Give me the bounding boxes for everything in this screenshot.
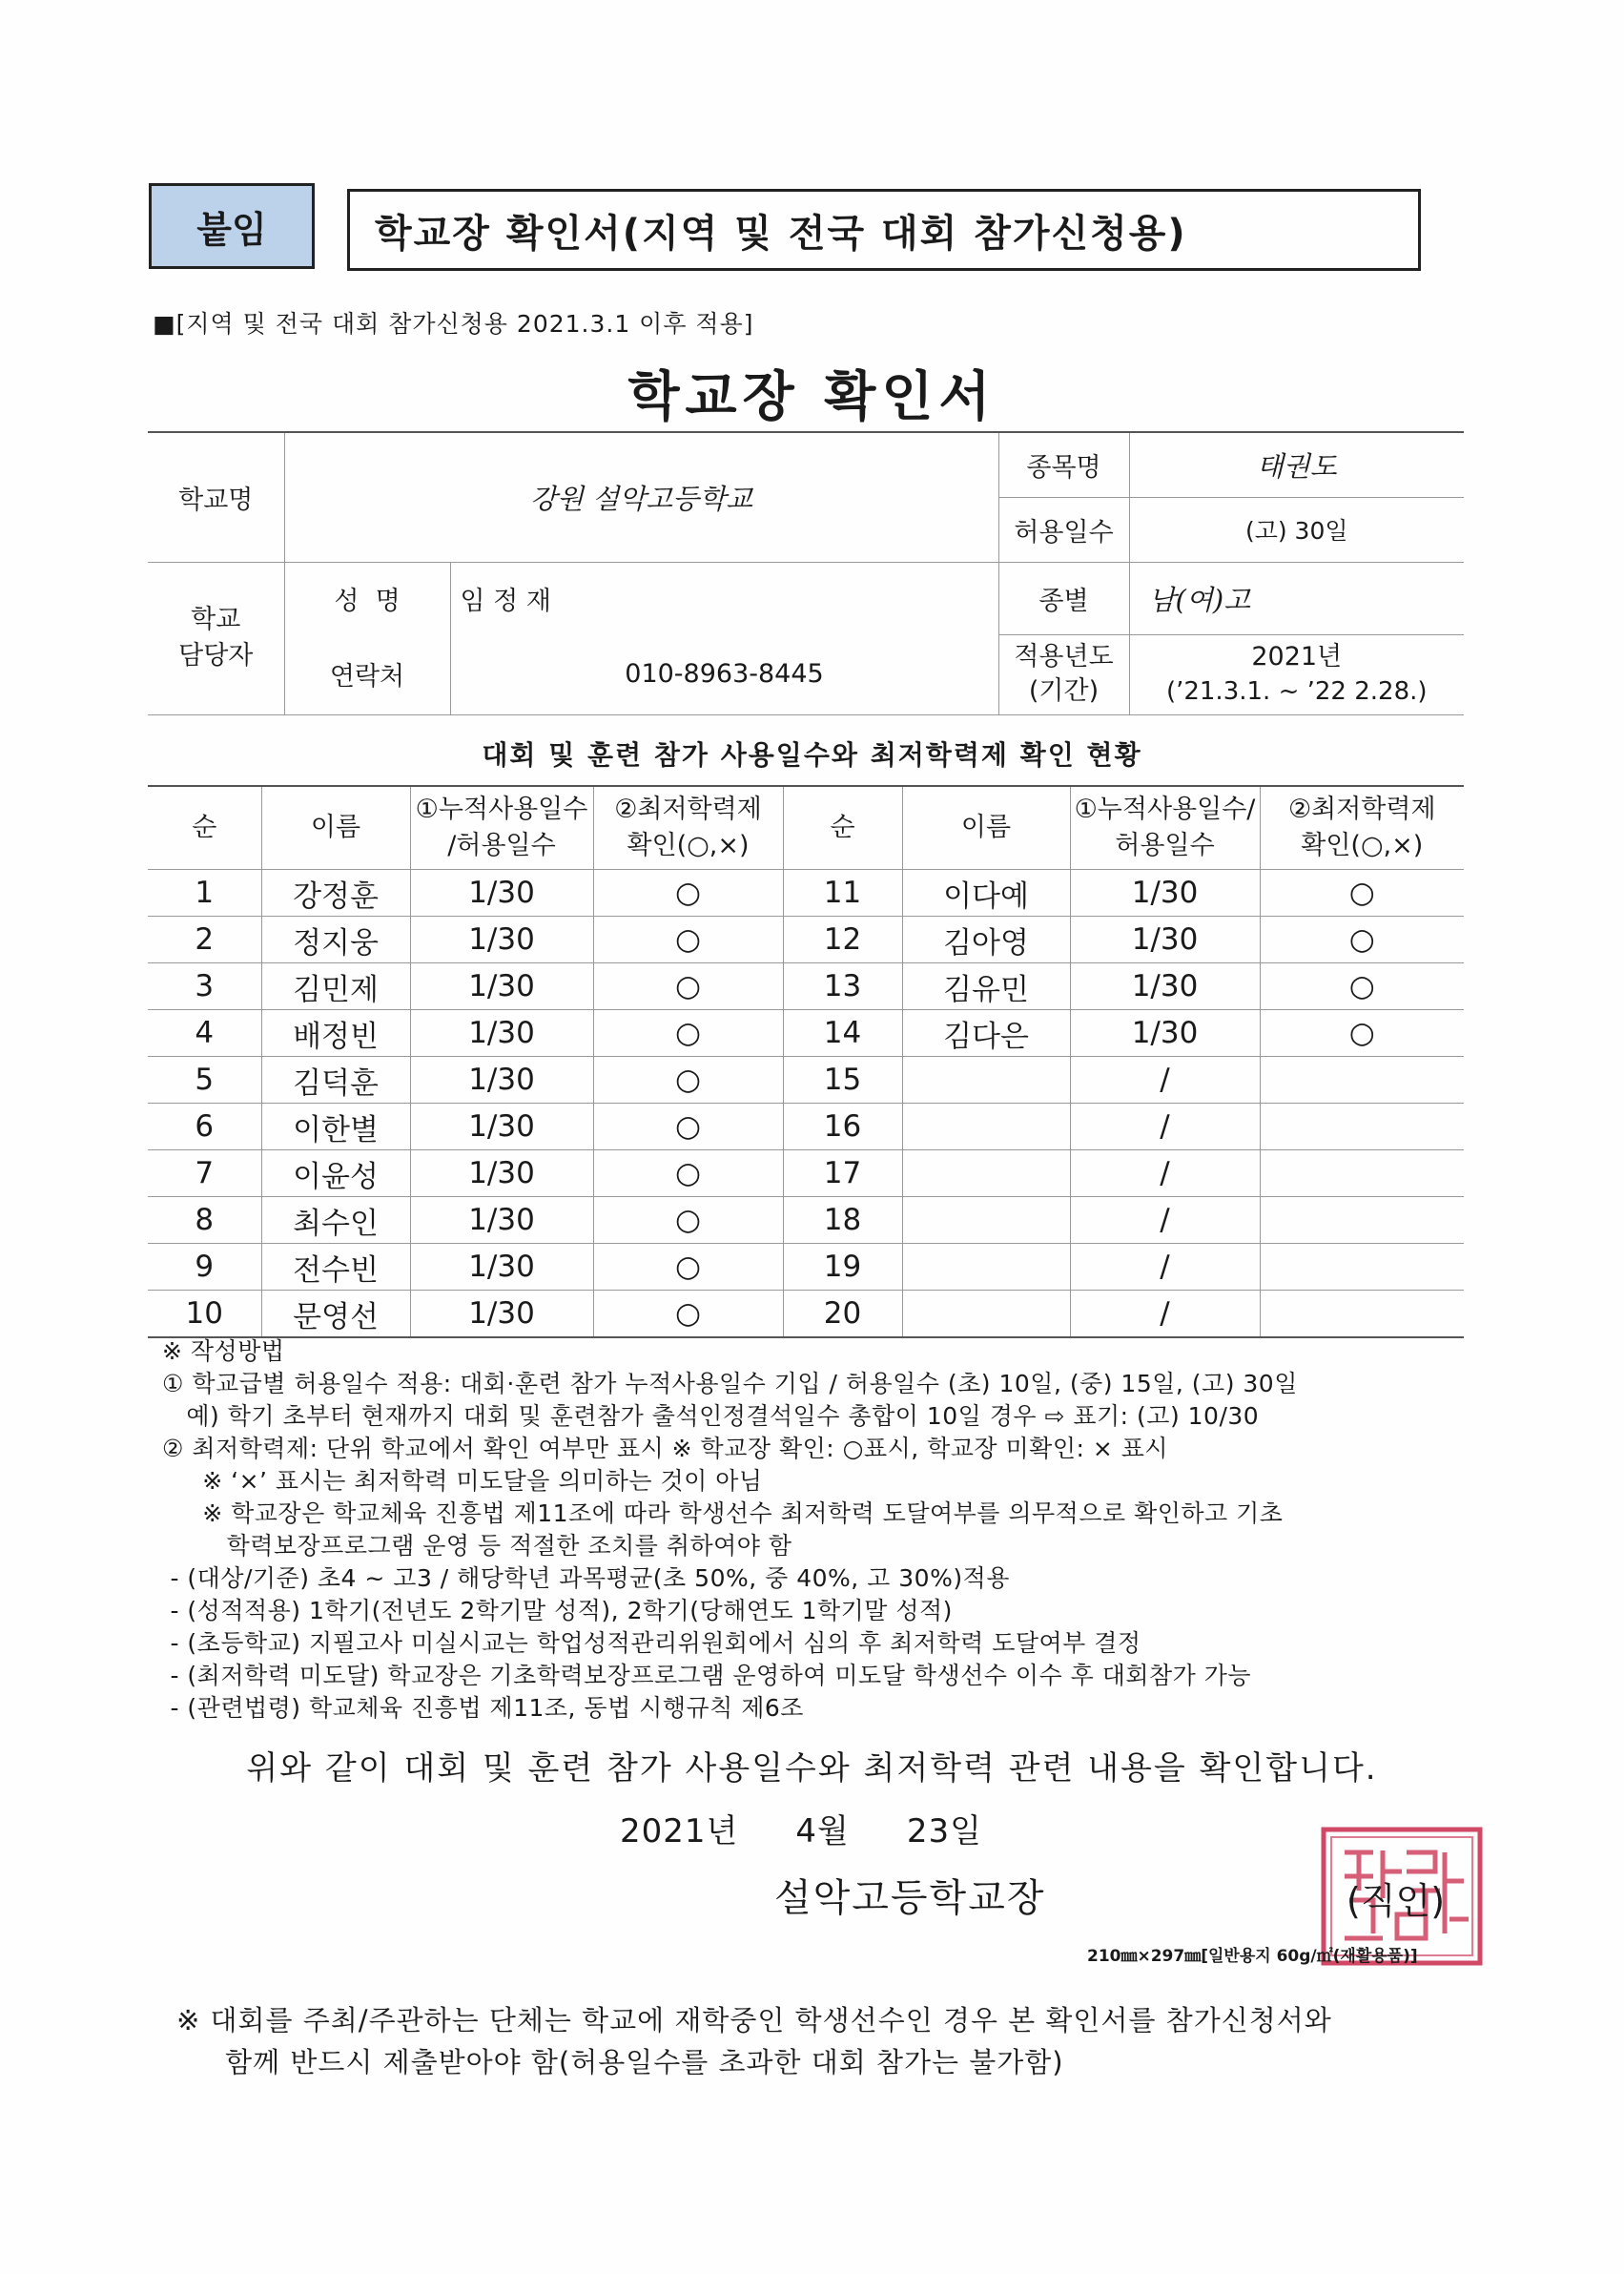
- date-year: 2021년: [620, 1812, 739, 1850]
- row-no-right: 12: [783, 917, 902, 963]
- row-no: 6: [148, 1104, 261, 1150]
- col-academic-right-line2: 확인(○,×): [1301, 831, 1424, 860]
- footnote-line: ※ 대회를 주최/주관하는 단체는 학교에 재학중인 학생선수인 경우 본 확인서를 참가신청서와: [176, 2004, 1332, 2036]
- row-usage-right: 1/30: [1070, 1010, 1260, 1057]
- roster-row: [148, 917, 1464, 963]
- school-value: 강원 설악고등학교: [284, 432, 998, 562]
- contact-label: 연락처: [284, 634, 450, 714]
- row-no: 9: [148, 1244, 261, 1291]
- row-check-right: [1260, 1150, 1464, 1197]
- row-check: ○: [593, 1010, 783, 1057]
- col-academic-line2: 확인(○,×): [627, 831, 750, 860]
- row-name: 이윤성: [261, 1150, 410, 1197]
- row-check: ○: [593, 870, 783, 917]
- name-label: 성 명: [284, 562, 450, 634]
- roster-row: [148, 963, 1464, 1010]
- row-usage-right: /: [1070, 1197, 1260, 1244]
- manager-label: 학교 담당자: [148, 562, 284, 714]
- instruction-line: ① 학교급별 허용일수 적용: 대회·훈련 참가 누적사용일수 기입 / 허용일수 (초) 10일, (중) 15일, (고) 30일: [162, 1370, 1298, 1397]
- gender-label: 종별: [998, 562, 1129, 634]
- attachment-badge: 붙임: [149, 183, 315, 269]
- instruction-line: - (성적적용) 1학기(전년도 2학기말 성적), 2학기(당해연도 1학기말 성적): [162, 1597, 953, 1624]
- row-no: 1: [148, 870, 261, 917]
- school-info-table: [148, 431, 1464, 715]
- row-name: 최수인: [261, 1197, 410, 1244]
- row-no: 2: [148, 917, 261, 963]
- col-usage-right-line2: 허용일수: [1115, 831, 1215, 860]
- row-name-right: 김아영: [902, 917, 1070, 963]
- school-label: 학교명: [148, 432, 284, 562]
- name-value: 임 정 재: [450, 562, 998, 634]
- instructions: [162, 1335, 1478, 1725]
- year-period: (’21.3.1. ~ ’22 2.28.): [1165, 677, 1428, 706]
- row-name: 김민제: [261, 963, 410, 1010]
- row-no-right: 15: [783, 1057, 902, 1104]
- row-check-right: [1260, 1104, 1464, 1150]
- sport-value: 태권도: [1129, 432, 1464, 497]
- row-usage-right: /: [1070, 1150, 1260, 1197]
- roster-row: [148, 1104, 1464, 1150]
- row-check-right: ○: [1260, 870, 1464, 917]
- year-value: 2021년: [1251, 642, 1343, 672]
- row-name-right: [902, 1291, 1070, 1338]
- days-value: (고) 30일: [1129, 497, 1464, 562]
- date-day: 23일: [906, 1812, 982, 1850]
- row-no-right: 17: [783, 1150, 902, 1197]
- instruction-line: 학력보장프로그램 운영 등 적절한 조치를 취하여야 함: [162, 1532, 792, 1560]
- roster-row: [148, 1150, 1464, 1197]
- year-label: 적용년도 (기간): [998, 634, 1129, 714]
- signer-name: 설악고등학교장: [774, 1876, 1046, 1920]
- row-usage: 1/30: [410, 1150, 593, 1197]
- apply-note: ■[지역 및 전국 대회 참가신청용 2021.3.1 이후 적용]: [153, 310, 754, 338]
- instruction-line: ※ ‘×’ 표시는 최저학력 미도달을 의미하는 것이 아님: [162, 1467, 763, 1495]
- row-no: 8: [148, 1197, 261, 1244]
- document-title-box: 학교장 확인서(지역 및 전국 대회 참가신청용): [347, 189, 1421, 271]
- row-check: ○: [593, 1150, 783, 1197]
- roster-row: [148, 1197, 1464, 1244]
- col-academic-right-line1: ②최저학력제: [1287, 795, 1436, 824]
- row-usage-right: 1/30: [1070, 870, 1260, 917]
- row-name-right: [902, 1150, 1070, 1197]
- row-no-right: 13: [783, 963, 902, 1010]
- row-usage: 1/30: [410, 1057, 593, 1104]
- row-name: 강정훈: [261, 870, 410, 917]
- col-usage: [410, 786, 593, 870]
- row-name: 정지웅: [261, 917, 410, 963]
- row-no: 10: [148, 1291, 261, 1338]
- row-name: 문영선: [261, 1291, 410, 1338]
- main-title: 학교장 확인서: [627, 366, 997, 428]
- row-no-right: 14: [783, 1010, 902, 1057]
- year-cell: [1129, 634, 1464, 714]
- row-name: 배정빈: [261, 1010, 410, 1057]
- row-no-right: 19: [783, 1244, 902, 1291]
- row-no: 3: [148, 963, 261, 1010]
- row-check: ○: [593, 1244, 783, 1291]
- row-usage: 1/30: [410, 870, 593, 917]
- instruction-line: - (초등학교) 지필고사 미실시교는 학업성적관리위원회에서 심의 후 최저학력 도달여부 결정: [162, 1629, 1141, 1657]
- row-usage: 1/30: [410, 1197, 593, 1244]
- row-check: ○: [593, 1104, 783, 1150]
- row-check-right: [1260, 1244, 1464, 1291]
- row-check: ○: [593, 1197, 783, 1244]
- col-academic-right: [1260, 786, 1464, 870]
- roster-table: [148, 785, 1464, 1338]
- row-check-right: ○: [1260, 963, 1464, 1010]
- row-usage: 1/30: [410, 1104, 593, 1150]
- row-check: ○: [593, 1291, 783, 1338]
- col-usage-right: [1070, 786, 1260, 870]
- row-no: 4: [148, 1010, 261, 1057]
- row-no-right: 18: [783, 1197, 902, 1244]
- roster-row: [148, 1291, 1464, 1338]
- row-check: ○: [593, 963, 783, 1010]
- col-academic-line1: ②최저학력제: [614, 795, 762, 824]
- col-no-right: 순: [783, 786, 902, 870]
- confirmation-statement: 위와 같이 대회 및 훈련 참가 사용일수와 최저학력 관련 내용을 확인합니다.: [246, 1749, 1378, 1788]
- row-no: 7: [148, 1150, 261, 1197]
- instruction-line: - (관련법령) 학교체육 진흥법 제11조, 동법 시행규칙 제6조: [162, 1694, 804, 1722]
- col-usage-right-line1: ①누적사용일수/: [1074, 795, 1256, 824]
- row-no: 5: [148, 1057, 261, 1104]
- row-usage: 1/30: [410, 963, 593, 1010]
- row-name-right: 김다은: [902, 1010, 1070, 1057]
- roster-row: [148, 1057, 1464, 1104]
- row-check-right: ○: [1260, 917, 1464, 963]
- row-name-right: [902, 1197, 1070, 1244]
- row-name: 이한별: [261, 1104, 410, 1150]
- row-name-right: [902, 1104, 1070, 1150]
- seal-label: (직인): [1346, 1880, 1446, 1922]
- row-name-right: [902, 1057, 1070, 1104]
- roster-row: [148, 870, 1464, 917]
- col-name-right: 이름: [902, 786, 1070, 870]
- days-label: 허용일수: [998, 497, 1129, 562]
- paper-spec: 210㎜×297㎜[일반용지 60g/㎡(재활용품)]: [1087, 1947, 1418, 1966]
- col-academic: [593, 786, 783, 870]
- row-usage-right: /: [1070, 1244, 1260, 1291]
- instruction-line: - (대상/기준) 초4 ~ 고3 / 해당학년 과목평균(초 50%, 중 40%, 고 30%)적용: [162, 1564, 1010, 1592]
- row-usage: 1/30: [410, 1291, 593, 1338]
- row-usage-right: 1/30: [1070, 963, 1260, 1010]
- footnote: [176, 1999, 1332, 2083]
- row-usage-right: /: [1070, 1291, 1260, 1338]
- sport-label: 종목명: [998, 432, 1129, 497]
- issue-date: [620, 1805, 1039, 1851]
- row-no-right: 11: [783, 870, 902, 917]
- footnote-line: 함께 반드시 제출받아야 함(허용일수를 초과한 대회 참가는 불가함): [176, 2046, 1064, 2078]
- gender-value: 남(여)고: [1129, 562, 1464, 634]
- col-name: 이름: [261, 786, 410, 870]
- date-month: 4월: [795, 1812, 850, 1850]
- row-check-right: [1260, 1057, 1464, 1104]
- contact-value: 010-8963-8445: [450, 634, 998, 714]
- col-usage-line1: ①누적사용일수: [415, 795, 588, 824]
- row-usage: 1/30: [410, 917, 593, 963]
- row-check-right: [1260, 1197, 1464, 1244]
- instruction-line: 예) 학기 초부터 현재까지 대회 및 훈련참가 출석인정결석일수 총합이 10일 경우 ⇨ 표기: (고) 10/30: [162, 1402, 1260, 1430]
- roster-header-row: [148, 786, 1464, 870]
- row-check-right: ○: [1260, 1010, 1464, 1057]
- row-check: ○: [593, 1057, 783, 1104]
- row-usage-right: /: [1070, 1104, 1260, 1150]
- row-no-right: 20: [783, 1291, 902, 1338]
- roster-row: [148, 1010, 1464, 1057]
- row-usage-right: /: [1070, 1057, 1260, 1104]
- roster-title: 대회 및 훈련 참가 사용일수와 최저학력제 확인 현황: [482, 739, 1142, 771]
- row-name-right: 김유민: [902, 963, 1070, 1010]
- instruction-line: ※ 학교장은 학교체육 진흥법 제11조에 따라 학생선수 최저학력 도달여부를 의무적으로 확인하고 기초: [162, 1499, 1284, 1527]
- row-no-right: 16: [783, 1104, 902, 1150]
- col-usage-line2: /허용일수: [447, 831, 556, 860]
- row-name: 김덕훈: [261, 1057, 410, 1104]
- row-name-right: 이다예: [902, 870, 1070, 917]
- row-check-right: [1260, 1291, 1464, 1338]
- row-usage: 1/30: [410, 1010, 593, 1057]
- roster-row: [148, 1244, 1464, 1291]
- row-check: ○: [593, 917, 783, 963]
- row-name-right: [902, 1244, 1070, 1291]
- row-usage-right: 1/30: [1070, 917, 1260, 963]
- instruction-line: ② 최저학력제: 단위 학교에서 확인 여부만 표시 ※ 학교장 확인: ○표시, 학교장 미확인: × 표시: [162, 1435, 1169, 1462]
- row-usage: 1/30: [410, 1244, 593, 1291]
- row-name: 전수빈: [261, 1244, 410, 1291]
- instruction-line: - (최저학력 미도달) 학교장은 기초학력보장프로그램 운영하여 미도달 학생선수 이수 후 대회참가 가능: [162, 1662, 1252, 1689]
- col-no: 순: [148, 786, 261, 870]
- instructions-heading: ※ 작성방법: [162, 1337, 285, 1365]
